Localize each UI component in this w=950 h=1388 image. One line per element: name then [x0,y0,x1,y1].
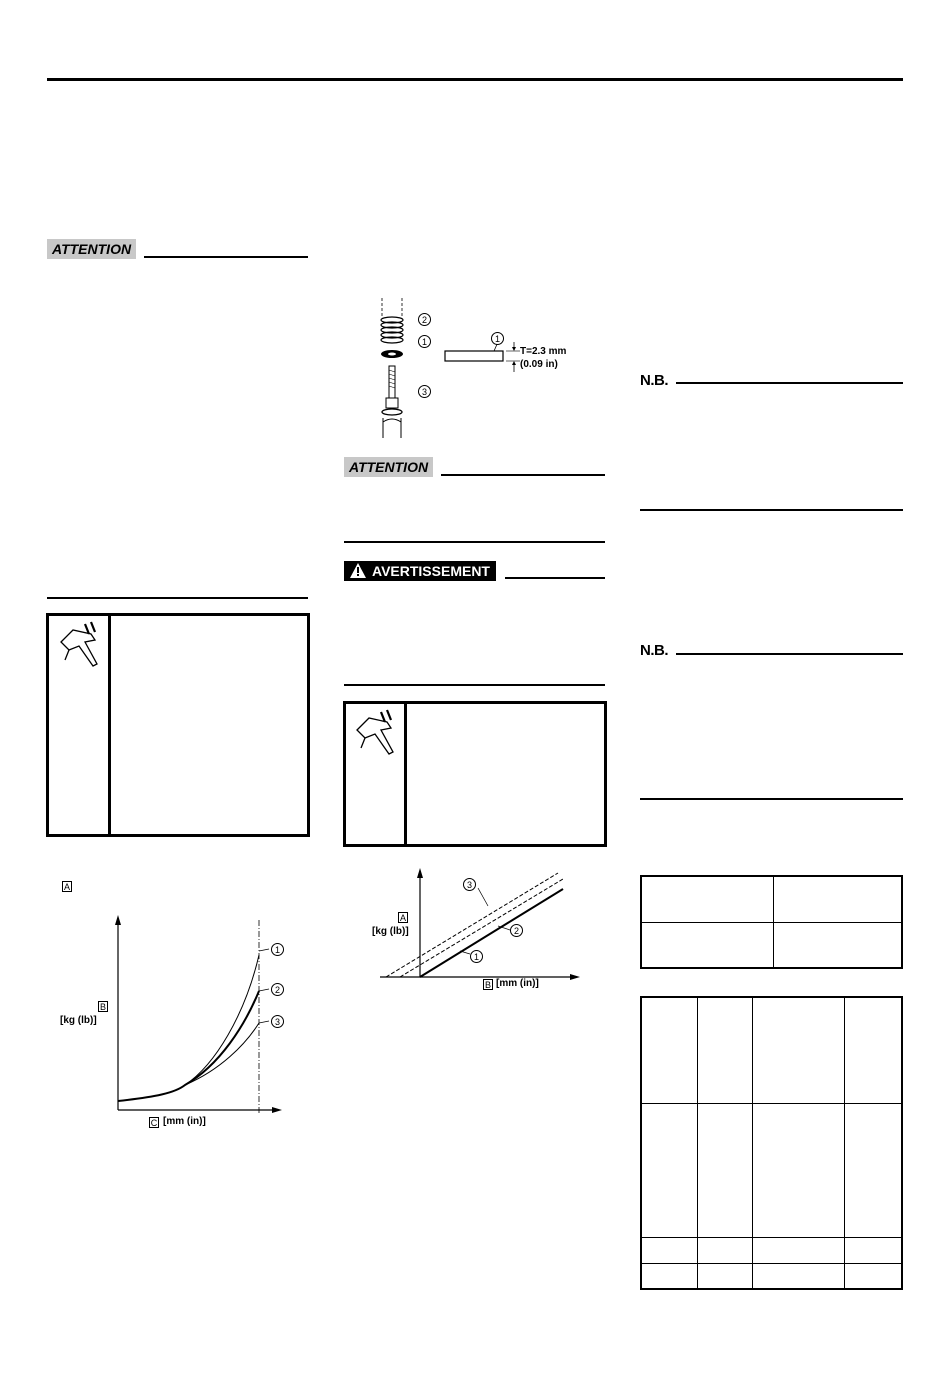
fig-label-c: C [150,1118,158,1128]
table-cell [845,1103,903,1237]
attention-label-2: ATTENTION [344,457,433,477]
curve-label-2: 2 [271,983,284,996]
table-cell [698,1263,753,1289]
shim-thickness-in: (0.09 in) [520,359,558,370]
table-cell [845,1263,903,1289]
curve-x-unit: [mm (in)] [163,1116,206,1127]
shim-thickness-mm: T=2.3 mm [520,346,567,357]
table-cell [698,997,753,1103]
line-label-2: 2 [510,924,523,937]
nb-label-1: N.B. [640,372,668,389]
table-cell [641,1103,698,1237]
spec-box-2 [343,701,607,847]
shim-label-1: 1 [491,332,504,345]
table-cell [845,997,903,1103]
nb-rule-1 [676,382,903,384]
washer-label-1: 1 [418,335,431,348]
curve-label-3: 3 [271,1015,284,1028]
fig-label-a: A [63,882,70,892]
table-cell [774,922,903,968]
rod-label-3: 3 [418,385,431,398]
section-rule-mid-1 [344,541,605,543]
spec-box-divider [108,616,111,834]
nb-label-2: N.B. [640,642,668,659]
linear-fig-label-a: A [399,913,406,923]
table-cell [641,922,774,968]
caliper-icon [351,708,401,760]
section-rule-right-2 [640,798,903,800]
table-cell [753,1103,845,1237]
avertissement-label [344,561,496,581]
section-rule-right-1 [640,509,903,511]
attention-rule-1 [144,256,308,258]
spring-linear-chart [378,866,583,986]
spec-table-small [640,875,903,969]
section-rule-mid-2 [344,684,605,686]
attention-label-1: ATTENTION [47,239,136,259]
table-cell [641,876,774,922]
table-cell [698,1103,753,1237]
table-cell [753,997,845,1103]
spec-table-large [640,996,903,1290]
shim-figure [444,336,524,376]
linear-x-unit: [mm (in)] [496,978,539,989]
table-cell [753,1237,845,1263]
table-cell [641,997,698,1103]
avertissement-rule [505,577,605,579]
section-rule-left [47,597,308,599]
fig-label-b: B [99,1002,106,1012]
table-cell [774,876,903,922]
warning-triangle-icon [350,563,366,578]
caliper-icon [55,620,105,672]
curve-label-1: 1 [271,943,284,956]
table-cell [753,1263,845,1289]
table-cell [641,1263,698,1289]
linear-y-unit: [kg (lb)] [372,926,409,937]
spring-label-2: 2 [418,313,431,326]
table-cell [641,1237,698,1263]
spec-box-divider [404,704,407,844]
table-cell [845,1237,903,1263]
table-cell [698,1237,753,1263]
avertissement-text: AVERTISSEMENT [372,563,490,579]
curve-y-unit: [kg (lb)] [60,1015,97,1026]
line-label-1: 1 [470,950,483,963]
attention-rule-2 [441,474,605,476]
spec-box-1 [46,613,310,837]
linear-fig-label-b: B [484,980,491,990]
nb-rule-2 [676,653,903,655]
line-label-3: 3 [463,878,476,891]
page-top-rule [47,78,903,81]
